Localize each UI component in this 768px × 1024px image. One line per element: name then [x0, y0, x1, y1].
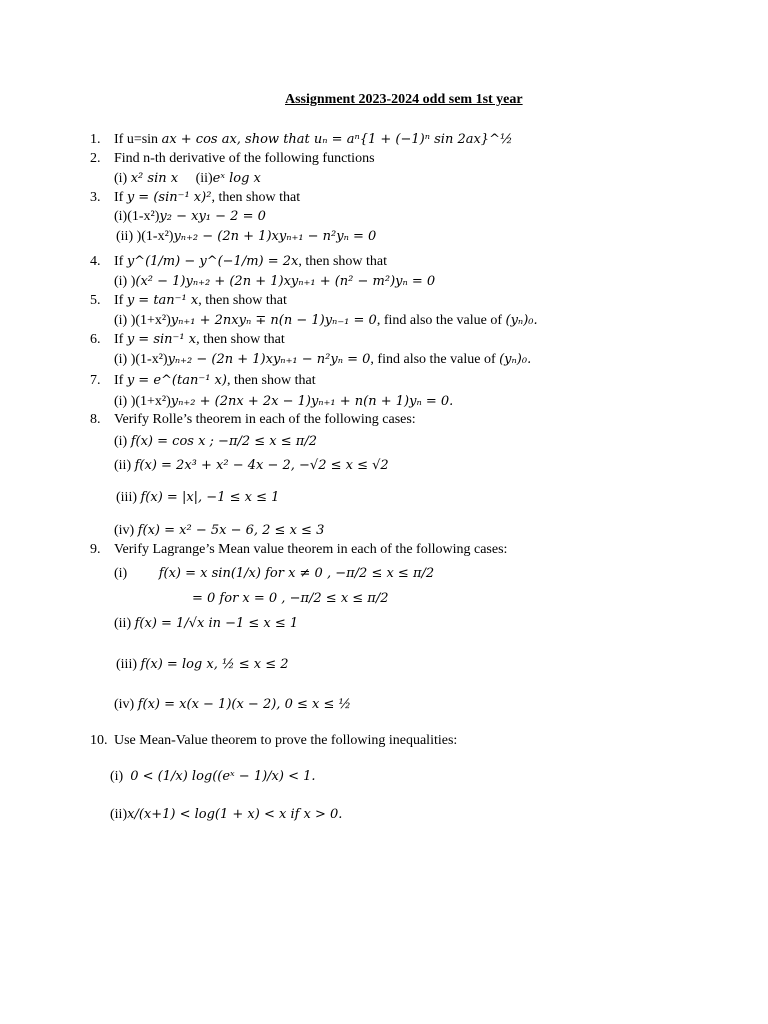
question-text: Find n-th derivative of the following functions: [114, 151, 375, 166]
question-text: If: [114, 254, 127, 269]
question-7-part-i: [114, 393, 453, 411]
part-label: (i): [114, 566, 159, 581]
question-text: , then show that: [211, 190, 301, 205]
part-label: (ii): [114, 458, 135, 473]
formula: (yₙ)₀.: [505, 313, 538, 328]
question-number: 6.: [90, 332, 101, 347]
question-9: [90, 541, 507, 559]
question-8-part-ii: [114, 457, 389, 475]
part-label: (iv): [114, 523, 138, 538]
question-7: [90, 372, 316, 390]
formula: yₙ₊₁ + 2nxyₙ ∓ n(n − 1)yₙ₋₁ = 0: [170, 313, 377, 328]
question-text: , find also the value of: [370, 352, 500, 367]
question-5-part-i: [114, 312, 538, 330]
formula: f(x) = log x, ½ ≤ x ≤ 2: [140, 657, 289, 672]
question-text: Verify Lagrange’s Mean value theorem in each of the following cases:: [114, 542, 508, 557]
question-text: , find also the value of: [376, 313, 506, 328]
question-text: , then show that: [198, 293, 287, 308]
question-8-part-iv: [114, 522, 324, 540]
question-text: If: [114, 373, 127, 388]
formula: f(x) = x sin(1/x) for x ≠ 0 , −π/2 ≤ x ≤ π/2: [158, 566, 435, 581]
part-label: (i)(1-x²): [114, 209, 160, 224]
question-number: 3.: [90, 190, 101, 205]
question-3-part-i: [114, 208, 266, 226]
formula: yₙ₊₂ − (2n + 1)xyₙ₊₁ − n²yₙ = 0: [167, 352, 371, 367]
question-number: 4.: [90, 254, 101, 269]
formula: ax + cos ax, show that uₙ = aⁿ{1 + (−1)ⁿ sin 2ax}^½: [161, 132, 513, 147]
question-1: [90, 131, 513, 149]
question-8: [90, 411, 416, 429]
question-number: 5.: [90, 293, 101, 308]
part-label: (i) ): [114, 274, 136, 289]
formula: f(x) = |x|, −1 ≤ x ≤ 1: [140, 490, 280, 505]
part-label: (ii): [178, 171, 213, 186]
question-text: , then show that: [298, 254, 388, 269]
formula: (yₙ)₀.: [499, 352, 532, 367]
question-6: [90, 331, 285, 349]
formula: y = e^(tan⁻¹ x): [126, 373, 227, 388]
question-10-part-ii: [110, 806, 342, 824]
formula: f(x) = cos x ; −π/2 ≤ x ≤ π/2: [130, 434, 317, 449]
question-3-part-ii: [116, 228, 376, 246]
formula: yₙ₊₂ − (2n + 1)xyₙ₊₁ − n²yₙ = 0: [173, 229, 377, 244]
question-4-part-i: [114, 273, 435, 291]
part-label: (ii): [114, 616, 135, 631]
question-10: [90, 732, 457, 750]
question-8-part-i: [114, 433, 317, 451]
part-label: (i): [114, 434, 131, 449]
question-number: 8.: [90, 412, 101, 427]
question-3: [90, 189, 300, 207]
page-title: Assignment 2023-2024 odd sem 1st year: [285, 92, 523, 107]
question-text: Verify Rolle’s theorem in each of the following cases:: [114, 412, 416, 427]
formula: = 0 for x = 0 , −π/2 ≤ x ≤ π/2: [192, 591, 389, 606]
question-number: 2.: [90, 151, 101, 166]
question-text: , then show that: [196, 332, 285, 347]
formula: f(x) = 1/√x in −1 ≤ x ≤ 1: [134, 616, 299, 631]
question-number: 9.: [90, 542, 101, 557]
question-9-part-iv: [114, 696, 351, 714]
question-9-part-iii: [116, 656, 289, 674]
formula: (x² − 1)yₙ₊₂ + (2n + 1)xyₙ₊₁ + (n² − m²)yₙ = 0: [135, 274, 436, 289]
question-9-part-ii: [114, 615, 298, 633]
question-8-part-iii: [116, 489, 279, 507]
formula: y = tan⁻¹ x: [126, 293, 199, 308]
question-2: [90, 150, 375, 168]
question-text: If: [114, 190, 127, 205]
question-text: If: [114, 293, 127, 308]
formula: yₙ₊₂ + (2nx + 2x − 1)yₙ₊₁ + n(n + 1)yₙ = 0.: [170, 394, 454, 409]
question-9-part-i: [114, 565, 434, 583]
question-number: 1.: [90, 132, 101, 147]
formula: f(x) = x(x − 1)(x − 2), 0 ≤ x ≤ ½: [137, 697, 352, 712]
part-label: (i) )(1+x²): [114, 313, 171, 328]
question-text: , then show that: [226, 373, 316, 388]
formula: y = sin⁻¹ x: [126, 332, 197, 347]
question-number: 10.: [90, 733, 108, 748]
question-4: [90, 253, 387, 271]
question-text: If: [114, 332, 127, 347]
question-text: If u=sin: [114, 132, 162, 147]
question-5: [90, 292, 287, 310]
formula: eˣ log x: [212, 171, 261, 186]
formula: y₂ − xy₁ − 2 = 0: [159, 209, 266, 224]
part-label: (iii): [116, 490, 141, 505]
part-label: (ii) )(1-x²): [116, 229, 174, 244]
part-label: (i): [110, 769, 131, 784]
question-6-part-i: [114, 351, 531, 369]
part-label: (ii): [110, 807, 128, 822]
formula: 0 < (1/x) log((eˣ − 1)/x) < 1.: [130, 769, 316, 784]
formula: y^(1/m) − y^(−1/m) = 2x: [126, 254, 299, 269]
formula: x/(x+1) < log(1 + x) < x if x > 0.: [127, 807, 343, 822]
question-number: 7.: [90, 373, 101, 388]
part-label: (i) )(1+x²): [114, 394, 171, 409]
question-9-part-i-case-2: [192, 590, 389, 608]
formula: f(x) = 2x³ + x² − 4x − 2, −√2 ≤ x ≤ √2: [134, 458, 389, 473]
question-2-parts: [114, 170, 261, 188]
part-label: (iii): [116, 657, 141, 672]
part-label: (iv): [114, 697, 138, 712]
formula: x² sin x: [130, 171, 179, 186]
part-label: (i) )(1-x²): [114, 352, 168, 367]
formula: f(x) = x² − 5x − 6, 2 ≤ x ≤ 3: [137, 523, 325, 538]
part-label: (i): [114, 171, 131, 186]
question-text: Use Mean-Value theorem to prove the following inequalities:: [114, 733, 458, 748]
formula: y = (sin⁻¹ x)²: [126, 190, 212, 205]
question-10-part-i: [110, 768, 316, 786]
